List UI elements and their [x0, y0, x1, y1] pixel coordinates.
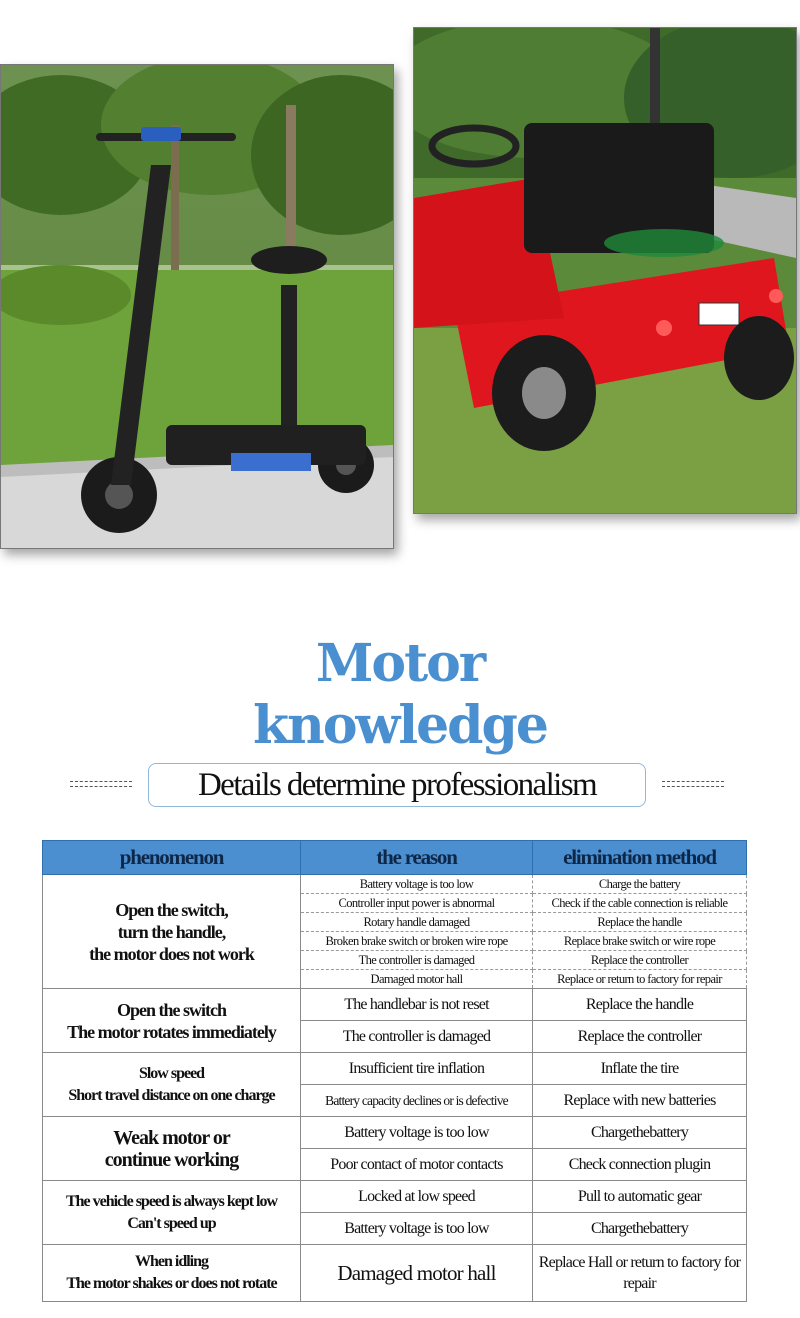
- method-cell: Pull to automatic gear: [533, 1181, 747, 1213]
- table-row: [43, 1117, 747, 1149]
- method-cell: Check connection plugin: [533, 1149, 747, 1181]
- phenomenon-cell: [43, 989, 301, 1053]
- method-cell: Replace Hall or return to factory for repair: [533, 1245, 747, 1302]
- reason-cell: Controller input power is abnormal: [301, 894, 533, 913]
- reason-cell: Damaged motor hall: [301, 1245, 533, 1302]
- phenomenon-line: The vehicle speed is always kept low: [65, 1192, 278, 1210]
- reason-cell: The handlebar is not reset: [301, 989, 533, 1021]
- reason-cell: Battery voltage is too low: [301, 875, 533, 894]
- reason-cell: The controller is damaged: [301, 1021, 533, 1053]
- phenomenon-line: Slow speed: [138, 1064, 205, 1082]
- phenomenon-line: The motor rotates immediately: [67, 1021, 276, 1042]
- method-cell: Replace brake switch or wire rope: [533, 932, 747, 951]
- phenomenon-line: turn the handle,: [117, 921, 226, 942]
- phenomenon-line: Can't speed up: [127, 1214, 216, 1232]
- reason-cell: The controller is damaged: [301, 951, 533, 970]
- header-reason: the reason: [301, 841, 533, 875]
- table-row: [43, 1053, 747, 1085]
- phenomenon-line: the motor does not work: [89, 943, 254, 964]
- method-cell: Chargethebattery: [533, 1117, 747, 1149]
- reason-cell: Battery voltage is too low: [301, 1213, 533, 1245]
- reason-cell: Broken brake switch or broken wire rope: [301, 932, 533, 951]
- phenomenon-cell: [43, 1181, 301, 1245]
- header-phenomenon: phenomenon: [43, 841, 301, 875]
- reason-cell: Insufficient tire inflation: [301, 1053, 533, 1085]
- method-cell: Replace the handle: [533, 913, 747, 932]
- phenomenon-line: continue working: [104, 1148, 239, 1171]
- method-cell: Replace the handle: [533, 989, 747, 1021]
- decorative-dashes-right: [662, 781, 724, 787]
- electric-scooter-photo: [0, 64, 394, 549]
- phenomenon-line: Open the switch: [116, 999, 226, 1020]
- table-row: [43, 1181, 747, 1213]
- phenomenon-line: Weak motor or: [113, 1126, 230, 1149]
- subtitle: Details determine professionalism: [197, 767, 597, 803]
- decorative-dashes-left: [70, 781, 132, 787]
- phenomenon-line: The motor shakes or does not rotate: [66, 1275, 277, 1292]
- troubleshooting-table: [42, 840, 746, 1302]
- reason-cell: Battery voltage is too low: [301, 1117, 533, 1149]
- phenomenon-line: Short travel distance on one charge: [68, 1086, 275, 1104]
- method-cell: Check if the cable connection is reliable: [533, 894, 747, 913]
- phenomenon-cell: [43, 1245, 301, 1302]
- reason-cell: Locked at low speed: [301, 1181, 533, 1213]
- reason-cell: Battery capacity declines or is defective: [301, 1085, 533, 1117]
- reason-cell: Damaged motor hall: [301, 970, 533, 989]
- method-cell: Charge the battery: [533, 875, 747, 894]
- reason-cell: Poor contact of motor contacts: [301, 1149, 533, 1181]
- method-cell: Inflate the tire: [533, 1053, 747, 1085]
- table-row: [43, 1245, 747, 1302]
- phenomenon-line: When idling: [134, 1253, 209, 1270]
- phenomenon-line: Open the switch,: [115, 899, 228, 920]
- table-row: [43, 989, 747, 1021]
- table-header-row: [43, 841, 747, 875]
- subtitle-frame: [148, 763, 646, 807]
- title-line-1: Motor: [315, 633, 485, 694]
- phenomenon-cell: [43, 1117, 301, 1181]
- method-cell: Chargethebattery: [533, 1213, 747, 1245]
- red-kart-photo: [413, 27, 797, 514]
- method-cell: Replace the controller: [533, 1021, 747, 1053]
- reason-cell: Rotary handle damaged: [301, 913, 533, 932]
- table-row: [43, 875, 747, 894]
- phenomenon-cell: [43, 1053, 301, 1117]
- method-cell: Replace with new batteries: [533, 1085, 747, 1117]
- phenomenon-cell: [43, 875, 301, 989]
- title-line-2: knowledge: [253, 695, 547, 756]
- header-method: elimination method: [533, 841, 747, 875]
- method-cell: Replace the controller: [533, 951, 747, 970]
- method-cell: Replace or return to factory for repair: [533, 970, 747, 989]
